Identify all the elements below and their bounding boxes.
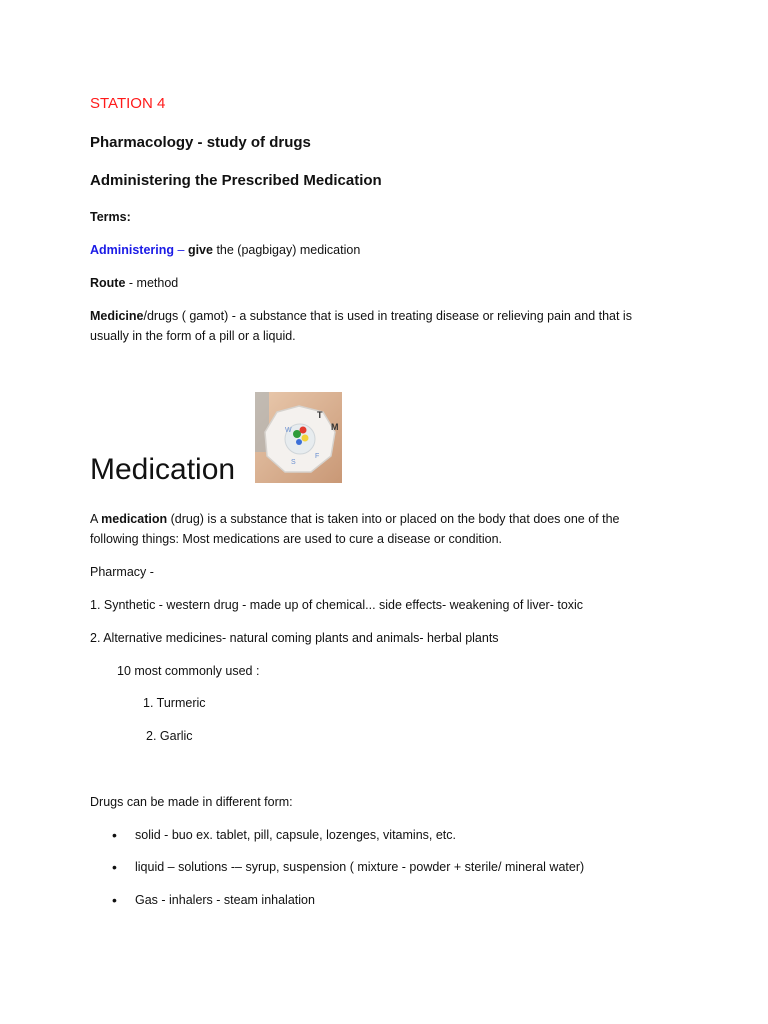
common-item-turmeric: 1. Turmeric <box>143 696 206 710</box>
forms-intro: Drugs can be made in different form: <box>90 795 293 809</box>
form-item-gas: Gas - inhalers - steam inhalation <box>135 893 315 907</box>
term-word: Administering <box>90 243 175 257</box>
terms-label: Terms: <box>90 210 131 224</box>
term-medicine <box>90 306 650 346</box>
term-bold: give <box>187 243 213 257</box>
medication-paragraph <box>90 509 650 549</box>
term-dash: – <box>174 243 188 257</box>
form-item-liquid: liquid – solutions -– syrup, suspension ( mixture - powder + sterile/ mineral water) <box>135 860 585 874</box>
term-route <box>90 273 178 293</box>
common-label: 10 most commonly used : <box>117 664 260 678</box>
pharmacy-label: Pharmacy - <box>90 565 154 579</box>
pill-letter: S <box>291 459 296 466</box>
term-administering <box>90 240 360 260</box>
common-item-garlic: 2. Garlic <box>146 729 193 743</box>
para-bold: medication <box>101 512 168 526</box>
list-item-synthetic: 1. Synthetic - western drug - made up of chemical... side effects- weakening of liver- toxic <box>90 598 584 612</box>
bullet-icon: • <box>112 827 117 843</box>
term-rest: the (pagbigay) medication <box>212 243 361 257</box>
pill-letter: M <box>331 422 339 432</box>
list-item-alternative: 2. Alternative medicines- natural coming plants and animals- herbal plants <box>90 631 499 645</box>
station-label: STATION 4 <box>90 95 166 112</box>
pill-letter: W <box>285 427 292 434</box>
term-rest: /drugs ( gamot) - a substance that is used in treating disease or relieving pain and that is usually in the form of a pill or a liquid. <box>90 309 632 343</box>
term-word: Medicine <box>90 309 144 323</box>
pill-letter: F <box>315 453 320 460</box>
pill-organizer-image <box>255 392 342 483</box>
heading-administering: Administering the Prescribed Medication <box>90 172 382 189</box>
bullet-icon: • <box>112 892 117 908</box>
term-rest: - method <box>125 276 179 290</box>
pill-letter: T <box>317 410 323 420</box>
heading-pharmacology: Pharmacology - study of drugs <box>90 134 311 151</box>
bullet-icon: • <box>112 859 117 875</box>
para-rest: (drug) is a substance that is taken into or placed on the body that does one of the following things: Most medications are used to cure a disease or condition. <box>90 512 620 546</box>
term-word: Route <box>90 276 126 290</box>
form-item-solid: solid - buo ex. tablet, pill, capsule, lozenges, vitamins, etc. <box>135 828 456 842</box>
para-a: A <box>90 512 102 526</box>
medication-title: Medication <box>90 453 236 486</box>
